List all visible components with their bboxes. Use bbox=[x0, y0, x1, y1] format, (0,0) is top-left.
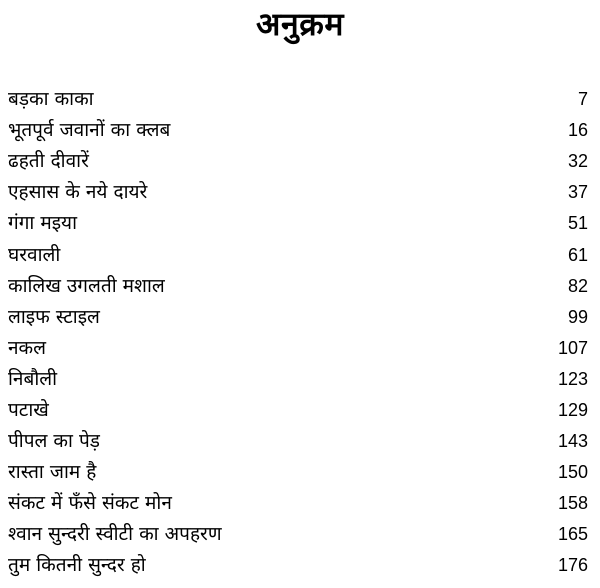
toc-entry-title: बड़का काका bbox=[8, 88, 94, 111]
toc-entry-page: 51 bbox=[567, 213, 588, 234]
toc-entry-page: 61 bbox=[567, 244, 588, 265]
toc-entry-title: रास्ता जाम है bbox=[8, 461, 97, 484]
toc-entry-page: 123 bbox=[557, 368, 588, 389]
toc-entry-page: 37 bbox=[567, 182, 588, 203]
toc-entry-page: 150 bbox=[557, 462, 588, 483]
toc-entry bbox=[8, 333, 588, 364]
toc-entry bbox=[8, 395, 588, 426]
toc-entry-page: 7 bbox=[577, 89, 588, 110]
toc-entry bbox=[8, 550, 588, 581]
toc-entry-title: संकट में फँसे संकट मोन bbox=[8, 492, 172, 515]
toc-entry-title: ढहती दीवारें bbox=[8, 150, 89, 173]
table-of-contents bbox=[8, 84, 588, 582]
toc-entry-title: नकल bbox=[8, 336, 47, 359]
toc-entry-page: 16 bbox=[567, 120, 588, 141]
toc-entry-page: 107 bbox=[557, 337, 588, 358]
toc-entry bbox=[8, 302, 588, 333]
toc-entry-page: 158 bbox=[557, 493, 588, 514]
toc-entry-title: भूतपूर्व जवानों का क्लब bbox=[8, 119, 171, 142]
toc-entry bbox=[8, 457, 588, 488]
toc-entry bbox=[8, 271, 588, 302]
toc-entry-title: लाइफ स्टाइल bbox=[8, 305, 100, 328]
toc-entry bbox=[8, 208, 588, 239]
page-title: अनुक्रम bbox=[256, 5, 344, 43]
toc-entry-page: 32 bbox=[567, 151, 588, 172]
toc-entry bbox=[8, 488, 588, 519]
toc-entry bbox=[8, 364, 588, 395]
toc-entry bbox=[8, 519, 588, 550]
toc-entry-title: निबौली bbox=[8, 367, 58, 390]
toc-entry-page: 129 bbox=[557, 399, 588, 420]
toc-entry bbox=[8, 177, 588, 208]
toc-entry-page: 176 bbox=[557, 555, 588, 576]
toc-entry-page: 82 bbox=[567, 275, 588, 296]
toc-entry-title: श्वान सुन्दरी स्वीटी का अपहरण bbox=[8, 523, 222, 546]
toc-entry-title: पीपल का पेड़ bbox=[8, 430, 100, 453]
toc-entry-title: कालिख उगलती मशाल bbox=[8, 274, 165, 297]
toc-entry-title: एहसास के नये दायरे bbox=[8, 181, 148, 204]
toc-entry-page: 143 bbox=[557, 431, 588, 452]
toc-entry-title: तुम कितनी सुन्दर हो bbox=[8, 554, 146, 577]
toc-entry-page: 165 bbox=[557, 524, 588, 545]
toc-entry-title: पटाखे bbox=[8, 398, 49, 421]
toc-entry-page: 99 bbox=[567, 306, 588, 327]
toc-entry bbox=[8, 115, 588, 146]
toc-entry bbox=[8, 239, 588, 270]
toc-entry bbox=[8, 84, 588, 115]
toc-entry-title: गंगा मइया bbox=[8, 212, 77, 235]
toc-entry bbox=[8, 426, 588, 457]
toc-entry-title: घरवाली bbox=[8, 243, 61, 266]
toc-entry bbox=[8, 146, 588, 177]
